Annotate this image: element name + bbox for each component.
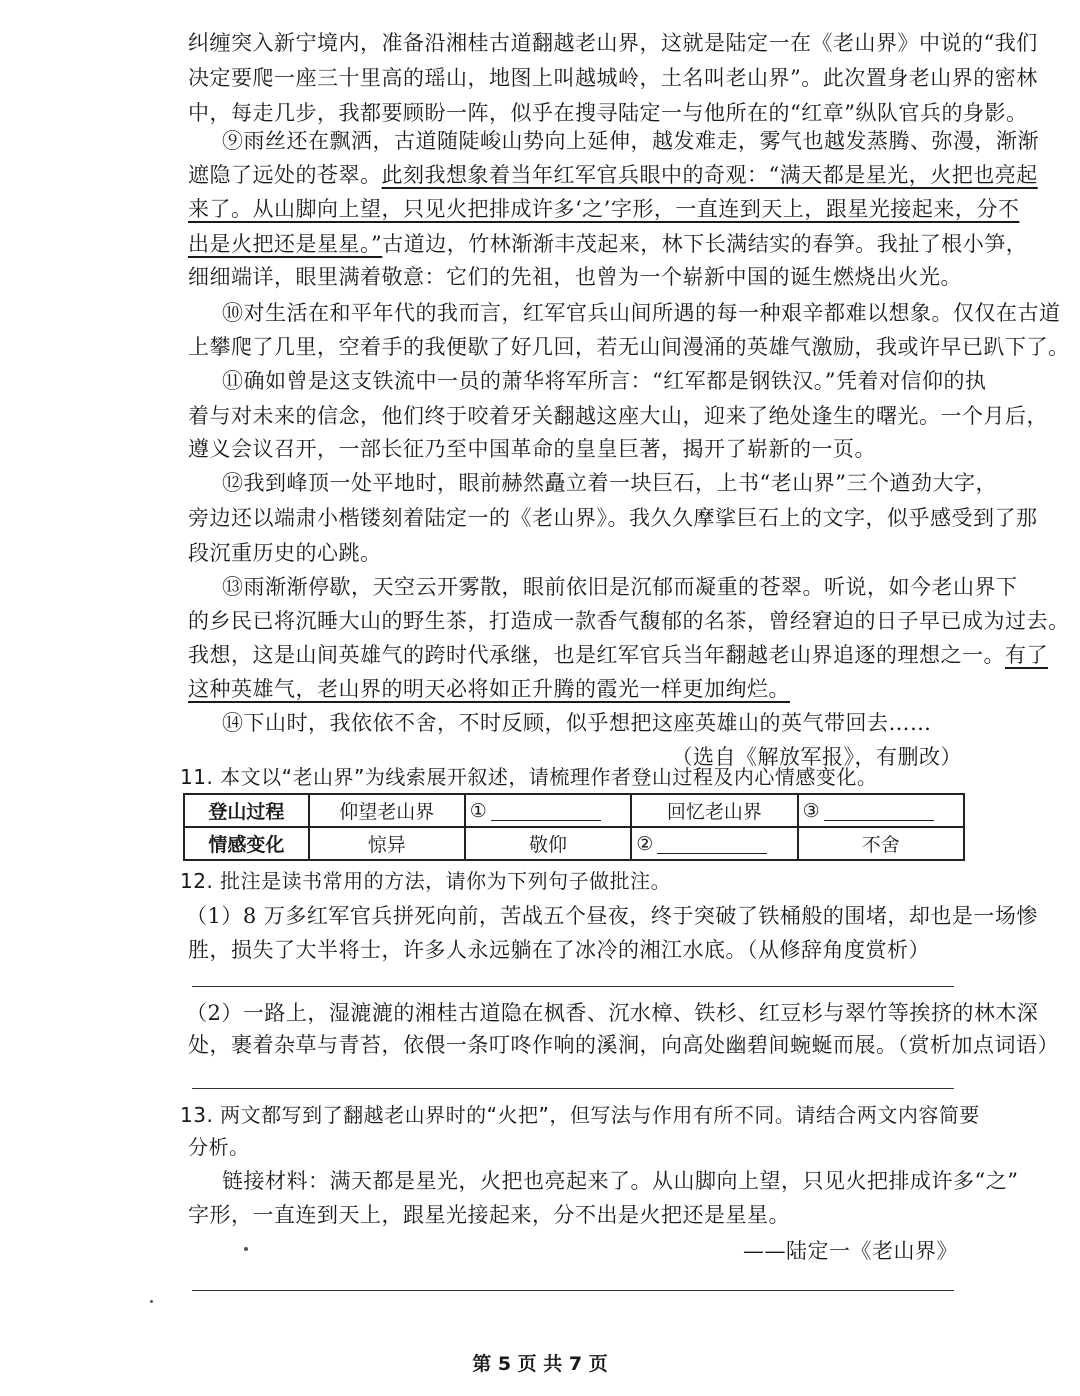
passage-line-mixed — [188, 160, 1038, 190]
q12-item2-line: 处，裹着杂草与青苔，依偎一条叮咚作响的溪涧，向高处幽碧间蜿蜒而展。（赏析加点词语） — [188, 1033, 1059, 1057]
q12-item1-line: （1）8 万多红军官兵拼死向前，苦战五个昼夜，终于突破了铁桶般的围堵，却也是一场惨 — [186, 904, 1038, 928]
passage-line: 着与对未来的信念，他们终于咬着牙关翻越这座大山，迎来了绝处逢生的曙光。一个月后， — [188, 404, 1048, 428]
table-cell: 仰望老山界 — [309, 794, 465, 827]
table-header: 情感变化 — [184, 827, 309, 860]
paragraph-14-start: ⑭下山时，我依依不舍，不时反顾，似乎想把这座英雄山的英气带回去…… — [222, 711, 932, 735]
question-13-prompt: 13. 两文都写到了翻越老山界时的“火把”，但写法与作用有所不同。请结合两文内容简要 — [180, 1103, 980, 1127]
underlined-sentence: 此刻我想象着当年红军官兵眼中的奇观：“满天都是星光，火把也亮起 — [381, 163, 1038, 187]
passage-line: 段沉重历史的心跳。 — [188, 541, 382, 565]
table-cell: 不舍 — [798, 827, 964, 860]
paragraph-12-start: ⑫我到峰顶一处平地时，眼前赫然矗立着一块巨石，上书“老山界”三个遒劲大字， — [222, 471, 997, 495]
question-11-table — [183, 793, 965, 861]
page-number: 第 5 页 共 7 页 — [472, 1353, 608, 1375]
passage-line: 遵义会议召开，一部长征乃至中国革命的皇皇巨著，揭开了崭新的一页。 — [188, 437, 876, 461]
answer-line[interactable] — [192, 1088, 954, 1089]
answer-blank-1[interactable]: ① — [465, 794, 631, 827]
passage-line: 旁边还以端肃小楷镂刻着陆定一的《老山界》。我久久摩挲巨石上的文字，似乎感受到了那 — [188, 506, 1038, 530]
passage-text: 我想，这是山间英雄气的跨时代承继，也是红军官兵当年翻越老山界追逐的理想之一。 — [188, 643, 1005, 667]
question-13-prompt: 分析。 — [188, 1135, 250, 1159]
passage-text: 遮隐了远处的苍翠。 — [188, 163, 382, 187]
answer-blank-2[interactable]: ② — [631, 827, 797, 860]
passage-line: 上攀爬了几里，空着手的我便歇了好几回，若无山间漫涌的英雄气激励，我或许早已趴下了。 — [188, 335, 1070, 359]
answer-line[interactable] — [192, 1290, 954, 1291]
passage-line: 决定要爬一座三十里高的瑶山，地图上叫越城岭，土名叫老山界”。此次置身老山界的密林 — [188, 66, 1038, 90]
question-11-prompt: 11. 本文以“老山界”为线索展开叙述，请梳理作者登山过程及内心情感变化。 — [180, 765, 878, 789]
table-row — [184, 794, 964, 827]
table-cell: 惊异 — [309, 827, 465, 860]
paragraph-13-start: ⑬雨渐渐停歇，天空云开雾散，眼前依旧是沉郁而凝重的苍翠。听说，如今老山界下 — [222, 575, 1018, 599]
underlined-sentence: 来了。从山脚向上望，只见火把排成许多‘之’字形，一直连到天上，跟星光接起来，分不 — [188, 197, 1020, 221]
answer-blank-3[interactable]: ③ — [798, 794, 964, 827]
passage-line: 纠缠突入新宁境内，准备沿湘桂古道翻越老山界，这就是陆定一在《老山界》中说的“我们 — [188, 31, 1038, 55]
passage-line: 细细端详，眼里满着敬意：它们的先祖，也曾为一个崭新中国的诞生燃烧出火光。 — [188, 265, 962, 289]
source-citation: （选自《解放军报》，有删改） — [671, 745, 962, 769]
passage-line-mixed — [188, 640, 1048, 670]
table-row — [184, 827, 964, 860]
underlined-sentence: 有了 — [1005, 643, 1048, 667]
table-cell: 敬仰 — [465, 827, 631, 860]
passage-line: 的乡民已将沉睡大山的野生茶，打造成一款香气馥郁的名茶，曾经窘迫的日子早已成为过去。 — [188, 609, 1070, 633]
passage-line: 中，每走几步，我都要顾盼一阵，似乎在搜寻陆定一与他所在的“红章”纵队官兵的身影。 — [188, 101, 1028, 125]
underlined-sentence: 出是火把还是星星。” — [188, 232, 383, 256]
passage-text: 古道边，竹林渐渐丰茂起来，林下长满结实的春笋。我扯了根小笋， — [382, 232, 1028, 256]
paragraph-10-start: ⑩对生活在和平年代的我而言，红军官兵山间所遇的每一种艰辛都难以想象。仅仅在古道 — [222, 301, 1061, 325]
paragraph-11-start: ⑪确如曾是这支铁流中一员的萧华将军所言：“红军都是钢铁汉。”凭着对信仰的执 — [222, 369, 987, 393]
table-cell: 回忆老山界 — [631, 794, 797, 827]
q12-item1-line: 胜，损失了大半将士，许多人永远躺在了冰冷的湘江水底。（从修辞角度赏析） — [188, 938, 930, 962]
answer-line[interactable] — [192, 986, 954, 987]
question-12-prompt: 12. 批注是读书常用的方法，请你为下列句子做批注。 — [180, 869, 672, 893]
paragraph-9-start: ⑨雨丝还在飘洒，古道随陡峻山势向上延伸，越发难走，雾气也越发蒸腾、弥漫，渐渐 — [222, 129, 1039, 153]
link-material-line: 字形，一直连到天上，跟星光接起来，分不出是火把还是星星。 — [188, 1203, 790, 1227]
passage-line-mixed — [188, 229, 1028, 259]
underlined-sentence: 这种英雄气，老山界的明天必将如正升腾的霞光一样更加绚烂。 — [188, 677, 790, 701]
scan-speck — [244, 1247, 248, 1251]
link-material-line: 链接材料：满天都是星光，火把也亮起来了。从山脚向上望，只见火把排成许多“之” — [222, 1169, 1019, 1193]
table-header: 登山过程 — [184, 794, 309, 827]
q12-item2-line: （2）一路上，湿漉漉的湘桂古道隐在枫香、沉水樟、铁杉、红豆杉与翠竹等挨挤的林木深 — [186, 1001, 1039, 1025]
link-attribution: ——陆定一《老山界》 — [743, 1239, 958, 1263]
scan-speck — [150, 1300, 153, 1303]
